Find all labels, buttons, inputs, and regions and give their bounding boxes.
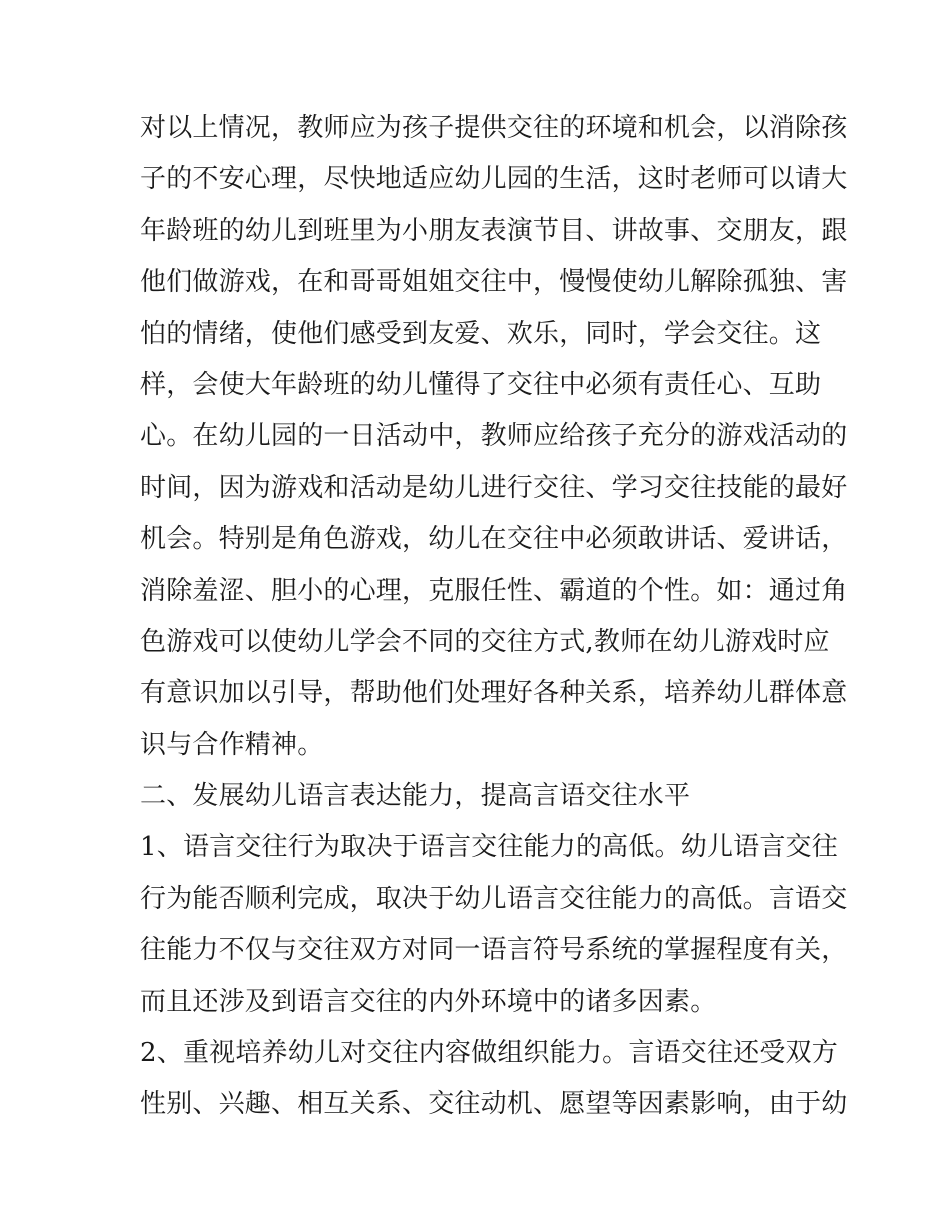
text-line: 他们做游戏，在和哥哥姐姐交往中，慢慢使幼儿解除孤独、害	[140, 267, 848, 298]
text-line: 有意识加以引导，帮助他们处理好各种关系，培养幼儿群体意	[140, 678, 848, 709]
text-line: 样，会使大年龄班的幼儿懂得了交往中必须有责任心、互助	[140, 369, 822, 400]
text-line: 识与合作精神。	[140, 729, 324, 760]
text-line: 行为能否顺利完成，取决于幼儿语言交往能力的高低。言语交	[140, 883, 848, 914]
text-line: 年龄班的幼儿到班里为小朋友表演节目、讲故事、交朋友，跟	[140, 215, 848, 246]
text-line: 子的不安心理，尽快地适应幼儿园的生活，这时老师可以请大	[140, 164, 848, 195]
text-line: 消除羞涩、胆小的心理，克服任性、霸道的个性。如：通过角	[140, 575, 848, 606]
text-line: 而且还涉及到语言交往的内外环境中的诸多因素。	[140, 986, 717, 1017]
text-line: 机会。特别是角色游戏，幼儿在交往中必须敢讲话、爱讲话，	[140, 524, 848, 555]
text-line: 怕的情绪，使他们感受到友爱、欢乐，同时，学会交往。这	[140, 318, 822, 349]
text-line: 2、重视培养幼儿对交往内容做组织能力。言语交往还受双方	[140, 1038, 838, 1069]
text-line: 性别、兴趣、相互关系、交往动机、愿望等因素影响，由于幼	[140, 1089, 848, 1120]
text-line: 色游戏可以使幼儿学会不同的交往方式,教师在幼儿游戏时应	[140, 626, 830, 657]
text-line: 1、语言交往行为取决于语言交往能力的高低。幼儿语言交往	[140, 832, 838, 863]
section-heading: 二、发展幼儿语言表达能力，提高言语交往水平	[140, 781, 691, 812]
text-line: 往能力不仅与交往双方对同一语言符号系统的掌握程度有关，	[140, 935, 848, 966]
text-line: 时间，因为游戏和活动是幼儿进行交往、学习交往技能的最好	[140, 472, 848, 503]
body-text	[140, 103, 848, 1131]
text-line: 对以上情况，教师应为孩子提供交往的环境和机会，以消除孩	[140, 113, 848, 143]
text-line: 心。在幼儿园的一日活动中，教师应给孩子充分的游戏活动的	[140, 421, 848, 452]
